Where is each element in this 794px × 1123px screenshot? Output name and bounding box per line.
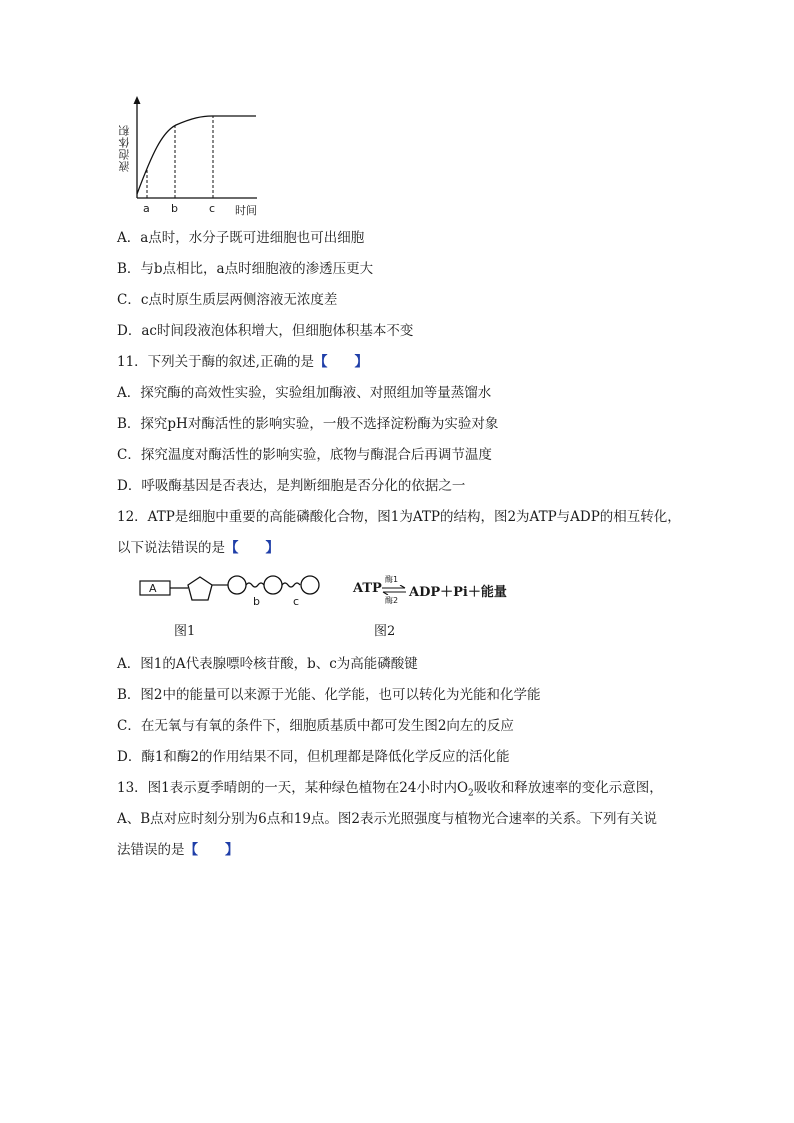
q12-option-d: D．酶1和酶2的作用结果不同，但机理都是降低化学反应的活化能 (117, 749, 510, 765)
fig2-caption: 图2 (374, 624, 396, 639)
volume-curve (137, 116, 256, 194)
q12-stem-line1: 12．ATP是细胞中重要的高能磷酸化合物，图1为ATP的结构，图2为ATP与ADP的相互转化， (117, 509, 681, 525)
tick-c: c (209, 202, 216, 215)
q13-o2-subscript: 2 (468, 788, 474, 799)
q10-option-c: C．c点时原生质层两侧溶液无浓度差 (117, 292, 338, 308)
y-axis-label: 液泡体积 (118, 124, 131, 172)
q13-stem-line1 (117, 779, 663, 803)
q12-answer-bracket: 【 】 (225, 540, 279, 556)
q13-line1-part-b: 吸收和释放速率的变化示意图， (473, 780, 663, 796)
vacuole-volume-graph (112, 94, 272, 218)
phosphate-1 (228, 576, 246, 594)
phosphate-3 (301, 576, 319, 594)
ribose-pentagon (188, 577, 212, 600)
phosphate-2 (264, 576, 282, 594)
reversible-arrow (381, 585, 407, 595)
q12-option-a: A．图1的A代表腺嘌呤核苷酸，b、c为高能磷酸键 (117, 656, 418, 672)
q11-option-d: D．呼吸酶基因是否表达，是判断细胞是否分化的依据之一 (117, 478, 466, 494)
x-axis-label: 时间 (235, 204, 257, 217)
q11-option-b: B．探究pH对酶活性的影响实验，一般不选择淀粉酶为实验对象 (117, 416, 499, 432)
q11-option-c: C．探究温度对酶活性的影响实验，底物与酶混合后再调节温度 (117, 447, 492, 463)
q11-stem (117, 353, 368, 371)
q12-option-c: C．在无氧与有氧的条件下，细胞质基质中都可发生图2向左的反应 (117, 718, 514, 734)
q12-stem-line2 (117, 539, 279, 557)
q11-option-a: A．探究酶的高效性实验，实验组加酶液、对照组加等量蒸馏水 (117, 385, 492, 401)
fig2-atp: ATP (353, 581, 382, 596)
q10-option-b: B．与b点相比，a点时细胞液的渗透压更大 (117, 261, 374, 277)
atp-label-c: c (293, 595, 300, 608)
fig2-enzyme1: 酶1 (385, 575, 399, 584)
atp-box-label: A (149, 582, 157, 595)
q13-line1-part-a: 13．图1表示夏季晴朗的一天，某种绿色植物在24小时内O (117, 780, 469, 796)
q13-answer-bracket: 【 】 (184, 842, 239, 858)
fig1-caption: 图1 (174, 624, 196, 639)
q10-option-d: D．ac时间段液泡体积增大，但细胞体积基本不变 (117, 323, 414, 339)
q11-answer-bracket: 【 】 (313, 354, 368, 370)
q11-stem-text: 11．下列关于酶的叙述,正确的是 (117, 354, 314, 370)
q12-stem-line2-text: 以下说法错误的是 (117, 540, 225, 556)
tick-a: a (143, 202, 150, 215)
fig2-enzyme2: 酶2 (385, 596, 399, 605)
q10-option-a: A．a点时，水分子既可进细胞也可出细胞 (117, 230, 365, 246)
q13-stem-line3 (117, 841, 239, 859)
high-energy-bond-b (246, 583, 264, 587)
high-energy-bond-c (282, 583, 300, 587)
q12-option-b: B．图2中的能量可以来源于光能、化学能，也可以转化为光能和化学能 (117, 687, 541, 703)
q13-stem-line3-text: 法错误的是 (117, 842, 185, 858)
fig2-products: ADP＋Pi＋能量 (409, 585, 507, 600)
atp-structure-diagram (138, 570, 330, 612)
tick-b: b (171, 202, 178, 215)
q13-stem-line2: A、B点对应时刻分别为6点和19点。图2表示光照强度与植物光合速率的关系。下列有关说 (117, 811, 658, 827)
y-axis-arrow (134, 96, 141, 104)
atp-label-b: b (253, 595, 260, 608)
